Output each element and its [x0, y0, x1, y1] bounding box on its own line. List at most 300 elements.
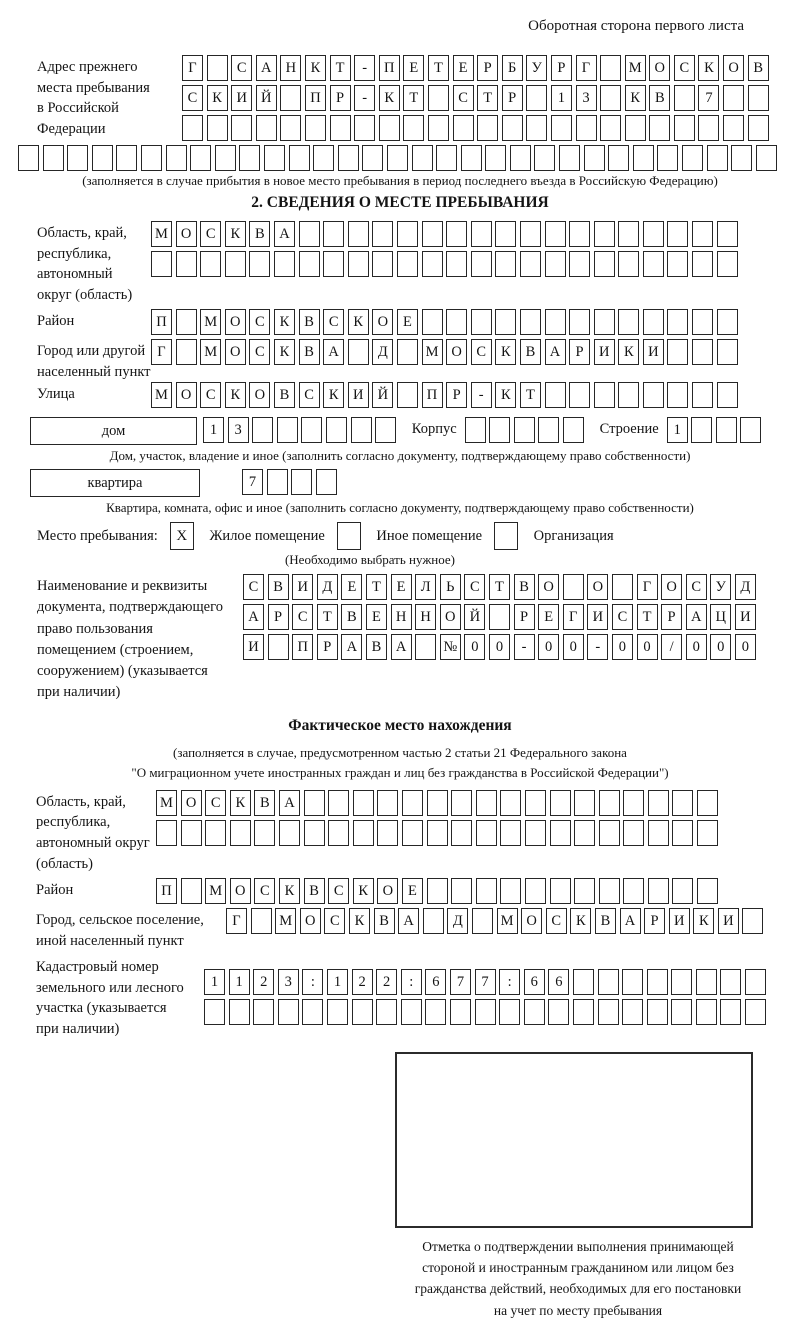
char-box[interactable]: [190, 145, 211, 171]
char-box[interactable]: [574, 820, 595, 846]
char-box[interactable]: В: [374, 908, 395, 934]
char-box[interactable]: [696, 969, 717, 995]
char-box[interactable]: [446, 221, 467, 247]
char-box[interactable]: А: [243, 604, 264, 630]
char-box[interactable]: [348, 251, 369, 277]
char-box[interactable]: И: [669, 908, 690, 934]
char-box[interactable]: М: [422, 339, 443, 365]
char-box[interactable]: Т: [317, 604, 338, 630]
char-box[interactable]: [698, 115, 719, 141]
char-box[interactable]: -: [471, 382, 492, 408]
char-box[interactable]: О: [372, 309, 393, 335]
char-box[interactable]: [671, 999, 692, 1025]
char-box[interactable]: 0: [735, 634, 756, 660]
char-box[interactable]: Т: [403, 85, 424, 111]
char-box[interactable]: /: [661, 634, 682, 660]
char-box[interactable]: С: [299, 382, 320, 408]
char-box[interactable]: [427, 878, 448, 904]
char-box[interactable]: [451, 820, 472, 846]
char-box[interactable]: [305, 115, 326, 141]
char-box[interactable]: [268, 634, 289, 660]
char-box[interactable]: С: [453, 85, 474, 111]
char-box[interactable]: [489, 417, 510, 443]
char-box[interactable]: [745, 999, 766, 1025]
char-box[interactable]: 0: [464, 634, 485, 660]
char-box[interactable]: [599, 878, 620, 904]
char-box[interactable]: [323, 221, 344, 247]
char-box[interactable]: [397, 251, 418, 277]
char-box[interactable]: Й: [256, 85, 277, 111]
char-box[interactable]: [550, 790, 571, 816]
char-box[interactable]: [569, 251, 590, 277]
char-box[interactable]: [569, 309, 590, 335]
char-box[interactable]: М: [625, 55, 646, 81]
char-box[interactable]: [403, 115, 424, 141]
organizatsiya-checkbox[interactable]: [494, 522, 522, 550]
char-box[interactable]: [181, 878, 202, 904]
char-box[interactable]: [520, 309, 541, 335]
char-box[interactable]: [313, 145, 334, 171]
char-box[interactable]: [256, 115, 277, 141]
char-box[interactable]: О: [300, 908, 321, 934]
char-box[interactable]: М: [200, 309, 221, 335]
char-box[interactable]: [545, 221, 566, 247]
char-box[interactable]: С: [231, 55, 252, 81]
char-box[interactable]: П: [305, 85, 326, 111]
char-box[interactable]: 1: [203, 417, 224, 443]
char-box[interactable]: 6: [524, 969, 545, 995]
char-box[interactable]: [692, 251, 713, 277]
char-box[interactable]: [563, 574, 584, 600]
char-box[interactable]: [348, 221, 369, 247]
char-box[interactable]: Н: [280, 55, 301, 81]
char-box[interactable]: [682, 145, 703, 171]
char-box[interactable]: [151, 251, 172, 277]
char-box[interactable]: Р: [661, 604, 682, 630]
char-box[interactable]: [550, 820, 571, 846]
char-box[interactable]: [633, 145, 654, 171]
char-box[interactable]: 7: [242, 469, 263, 495]
char-box[interactable]: [598, 969, 619, 995]
char-box[interactable]: [239, 145, 260, 171]
char-box[interactable]: 3: [576, 85, 597, 111]
char-box[interactable]: [598, 999, 619, 1025]
inoe-checkbox[interactable]: [337, 522, 365, 550]
char-box[interactable]: К: [348, 309, 369, 335]
char-box[interactable]: [267, 469, 288, 495]
char-box[interactable]: [323, 251, 344, 277]
char-box[interactable]: С: [612, 604, 633, 630]
char-box[interactable]: [514, 417, 535, 443]
char-box[interactable]: [436, 145, 457, 171]
char-box[interactable]: К: [349, 908, 370, 934]
char-box[interactable]: Г: [182, 55, 203, 81]
char-box[interactable]: С: [686, 574, 707, 600]
char-box[interactable]: [67, 145, 88, 171]
char-box[interactable]: [471, 251, 492, 277]
char-box[interactable]: А: [686, 604, 707, 630]
char-box[interactable]: [253, 999, 274, 1025]
char-box[interactable]: [476, 790, 497, 816]
char-box[interactable]: [717, 309, 738, 335]
char-box[interactable]: А: [341, 634, 362, 660]
char-box[interactable]: [422, 221, 443, 247]
char-box[interactable]: [618, 221, 639, 247]
char-box[interactable]: [301, 417, 322, 443]
char-box[interactable]: [576, 115, 597, 141]
char-box[interactable]: [717, 221, 738, 247]
char-box[interactable]: У: [526, 55, 547, 81]
char-box[interactable]: [427, 820, 448, 846]
char-box[interactable]: К: [230, 790, 251, 816]
char-box[interactable]: Д: [735, 574, 756, 600]
char-box[interactable]: И: [231, 85, 252, 111]
char-box[interactable]: [697, 790, 718, 816]
char-box[interactable]: [600, 115, 621, 141]
char-box[interactable]: [672, 820, 693, 846]
char-box[interactable]: В: [649, 85, 670, 111]
char-box[interactable]: И: [587, 604, 608, 630]
char-box[interactable]: [375, 417, 396, 443]
char-box[interactable]: [254, 820, 275, 846]
char-box[interactable]: [397, 221, 418, 247]
char-box[interactable]: В: [514, 574, 535, 600]
char-box[interactable]: [525, 790, 546, 816]
char-box[interactable]: Т: [489, 574, 510, 600]
char-box[interactable]: [618, 382, 639, 408]
char-box[interactable]: :: [401, 969, 422, 995]
char-box[interactable]: [574, 790, 595, 816]
char-box[interactable]: [181, 820, 202, 846]
char-box[interactable]: С: [243, 574, 264, 600]
char-box[interactable]: В: [595, 908, 616, 934]
char-box[interactable]: 2: [376, 969, 397, 995]
char-box[interactable]: Р: [317, 634, 338, 660]
char-box[interactable]: С: [182, 85, 203, 111]
char-box[interactable]: [387, 145, 408, 171]
char-box[interactable]: О: [181, 790, 202, 816]
char-box[interactable]: [545, 251, 566, 277]
char-box[interactable]: [472, 908, 493, 934]
char-box[interactable]: С: [249, 339, 270, 365]
char-box[interactable]: Р: [446, 382, 467, 408]
char-box[interactable]: К: [274, 309, 295, 335]
char-box[interactable]: О: [538, 574, 559, 600]
char-box[interactable]: С: [674, 55, 695, 81]
char-box[interactable]: Н: [391, 604, 412, 630]
char-box[interactable]: О: [230, 878, 251, 904]
char-box[interactable]: Р: [502, 85, 523, 111]
char-box[interactable]: 0: [612, 634, 633, 660]
char-box[interactable]: [716, 417, 737, 443]
char-box[interactable]: [425, 999, 446, 1025]
char-box[interactable]: [362, 145, 383, 171]
char-box[interactable]: [623, 820, 644, 846]
char-box[interactable]: [720, 999, 741, 1025]
char-box[interactable]: [526, 115, 547, 141]
char-box[interactable]: [648, 820, 669, 846]
char-box[interactable]: К: [693, 908, 714, 934]
char-box[interactable]: [500, 878, 521, 904]
char-box[interactable]: С: [200, 382, 221, 408]
char-box[interactable]: И: [292, 574, 313, 600]
char-box[interactable]: [599, 790, 620, 816]
char-box[interactable]: С: [546, 908, 567, 934]
char-box[interactable]: [207, 115, 228, 141]
char-box[interactable]: С: [323, 309, 344, 335]
char-box[interactable]: [500, 790, 521, 816]
char-box[interactable]: [453, 115, 474, 141]
char-box[interactable]: К: [225, 382, 246, 408]
char-box[interactable]: 1: [204, 969, 225, 995]
char-box[interactable]: [648, 878, 669, 904]
char-box[interactable]: [696, 999, 717, 1025]
char-box[interactable]: [422, 309, 443, 335]
char-box[interactable]: Р: [268, 604, 289, 630]
char-box[interactable]: 0: [710, 634, 731, 660]
char-box[interactable]: [43, 145, 64, 171]
char-box[interactable]: [494, 522, 518, 550]
char-box[interactable]: [648, 790, 669, 816]
char-box[interactable]: Т: [520, 382, 541, 408]
char-box[interactable]: Д: [317, 574, 338, 600]
char-box[interactable]: [618, 251, 639, 277]
char-box[interactable]: В: [304, 878, 325, 904]
char-box[interactable]: [427, 790, 448, 816]
char-box[interactable]: [402, 820, 423, 846]
char-box[interactable]: [672, 790, 693, 816]
char-box[interactable]: [563, 417, 584, 443]
char-box[interactable]: [252, 417, 273, 443]
char-box[interactable]: Е: [538, 604, 559, 630]
char-box[interactable]: [495, 251, 516, 277]
char-box[interactable]: [446, 251, 467, 277]
char-box[interactable]: М: [205, 878, 226, 904]
char-box[interactable]: [376, 999, 397, 1025]
char-box[interactable]: А: [323, 339, 344, 365]
char-box[interactable]: П: [422, 382, 443, 408]
char-box[interactable]: [446, 309, 467, 335]
char-box[interactable]: [230, 820, 251, 846]
char-box[interactable]: К: [353, 878, 374, 904]
char-box[interactable]: 7: [698, 85, 719, 111]
char-box[interactable]: [471, 309, 492, 335]
char-box[interactable]: Ь: [440, 574, 461, 600]
char-box[interactable]: О: [440, 604, 461, 630]
char-box[interactable]: [745, 969, 766, 995]
char-box[interactable]: [742, 908, 763, 934]
char-box[interactable]: -: [354, 55, 375, 81]
char-box[interactable]: [353, 790, 374, 816]
char-box[interactable]: О: [649, 55, 670, 81]
char-box[interactable]: В: [366, 634, 387, 660]
char-box[interactable]: В: [299, 339, 320, 365]
char-box[interactable]: Е: [391, 574, 412, 600]
char-box[interactable]: Д: [372, 339, 393, 365]
char-box[interactable]: [612, 574, 633, 600]
char-box[interactable]: [166, 145, 187, 171]
char-box[interactable]: Е: [366, 604, 387, 630]
char-box[interactable]: Г: [576, 55, 597, 81]
char-box[interactable]: Р: [477, 55, 498, 81]
char-box[interactable]: И: [643, 339, 664, 365]
char-box[interactable]: [723, 115, 744, 141]
char-box[interactable]: Е: [397, 309, 418, 335]
char-box[interactable]: [156, 820, 177, 846]
char-box[interactable]: И: [348, 382, 369, 408]
char-box[interactable]: [594, 251, 615, 277]
char-box[interactable]: О: [176, 382, 197, 408]
char-box[interactable]: В: [249, 221, 270, 247]
char-box[interactable]: И: [243, 634, 264, 660]
char-box[interactable]: Й: [372, 382, 393, 408]
char-box[interactable]: [559, 145, 580, 171]
char-box[interactable]: В: [299, 309, 320, 335]
char-box[interactable]: [573, 969, 594, 995]
char-box[interactable]: [278, 999, 299, 1025]
char-box[interactable]: О: [587, 574, 608, 600]
char-box[interactable]: [450, 999, 471, 1025]
char-box[interactable]: [279, 820, 300, 846]
char-box[interactable]: 2: [253, 969, 274, 995]
char-box[interactable]: [176, 251, 197, 277]
char-box[interactable]: 1: [327, 969, 348, 995]
char-box[interactable]: [397, 382, 418, 408]
char-box[interactable]: [525, 820, 546, 846]
char-box[interactable]: Г: [226, 908, 247, 934]
char-box[interactable]: [756, 145, 777, 171]
char-box[interactable]: 1: [667, 417, 688, 443]
char-box[interactable]: [92, 145, 113, 171]
char-box[interactable]: [671, 969, 692, 995]
char-box[interactable]: [623, 790, 644, 816]
char-box[interactable]: [176, 309, 197, 335]
char-box[interactable]: [623, 878, 644, 904]
char-box[interactable]: А: [398, 908, 419, 934]
char-box[interactable]: [327, 999, 348, 1025]
char-box[interactable]: [550, 878, 571, 904]
char-box[interactable]: [477, 115, 498, 141]
char-box[interactable]: [697, 820, 718, 846]
char-box[interactable]: [141, 145, 162, 171]
char-box[interactable]: Т: [477, 85, 498, 111]
char-box[interactable]: [302, 999, 323, 1025]
char-box[interactable]: [657, 145, 678, 171]
char-box[interactable]: В: [274, 382, 295, 408]
char-box[interactable]: [667, 309, 688, 335]
char-box[interactable]: [625, 115, 646, 141]
char-box[interactable]: М: [151, 382, 172, 408]
char-box[interactable]: [499, 999, 520, 1025]
char-box[interactable]: А: [256, 55, 277, 81]
char-box[interactable]: О: [225, 339, 246, 365]
char-box[interactable]: [667, 382, 688, 408]
char-box[interactable]: -: [354, 85, 375, 111]
char-box[interactable]: [415, 634, 436, 660]
char-box[interactable]: И: [718, 908, 739, 934]
char-box[interactable]: [291, 469, 312, 495]
char-box[interactable]: [545, 382, 566, 408]
char-box[interactable]: 0: [538, 634, 559, 660]
char-box[interactable]: [338, 145, 359, 171]
char-box[interactable]: [304, 790, 325, 816]
char-box[interactable]: [299, 221, 320, 247]
char-box[interactable]: С: [292, 604, 313, 630]
char-box[interactable]: [731, 145, 752, 171]
char-box[interactable]: [176, 339, 197, 365]
char-box[interactable]: Р: [330, 85, 351, 111]
char-box[interactable]: [231, 115, 252, 141]
char-box[interactable]: :: [302, 969, 323, 995]
char-box[interactable]: [116, 145, 137, 171]
char-box[interactable]: [337, 522, 361, 550]
char-box[interactable]: [538, 417, 559, 443]
char-box[interactable]: [377, 790, 398, 816]
char-box[interactable]: 0: [563, 634, 584, 660]
char-box[interactable]: [461, 145, 482, 171]
char-box[interactable]: В: [341, 604, 362, 630]
char-box[interactable]: -: [587, 634, 608, 660]
char-box[interactable]: К: [279, 878, 300, 904]
char-box[interactable]: Р: [644, 908, 665, 934]
char-box[interactable]: X: [170, 522, 194, 550]
char-box[interactable]: [608, 145, 629, 171]
char-box[interactable]: [594, 221, 615, 247]
char-box[interactable]: [274, 251, 295, 277]
char-box[interactable]: М: [497, 908, 518, 934]
char-box[interactable]: [692, 339, 713, 365]
char-box[interactable]: [200, 251, 221, 277]
char-box[interactable]: 3: [228, 417, 249, 443]
char-box[interactable]: [574, 878, 595, 904]
char-box[interactable]: [412, 145, 433, 171]
char-box[interactable]: С: [200, 221, 221, 247]
char-box[interactable]: В: [520, 339, 541, 365]
char-box[interactable]: [672, 878, 693, 904]
char-box[interactable]: [674, 115, 695, 141]
char-box[interactable]: [551, 115, 572, 141]
char-box[interactable]: 7: [475, 969, 496, 995]
char-box[interactable]: [326, 417, 347, 443]
char-box[interactable]: [667, 251, 688, 277]
char-box[interactable]: Т: [366, 574, 387, 600]
char-box[interactable]: И: [735, 604, 756, 630]
char-box[interactable]: О: [249, 382, 270, 408]
char-box[interactable]: [215, 145, 236, 171]
char-box[interactable]: [692, 309, 713, 335]
char-box[interactable]: К: [274, 339, 295, 365]
char-box[interactable]: [251, 908, 272, 934]
char-box[interactable]: Т: [330, 55, 351, 81]
char-box[interactable]: [622, 999, 643, 1025]
char-box[interactable]: [495, 309, 516, 335]
char-box[interactable]: О: [661, 574, 682, 600]
char-box[interactable]: М: [151, 221, 172, 247]
char-box[interactable]: [225, 251, 246, 277]
char-box[interactable]: О: [176, 221, 197, 247]
char-box[interactable]: [548, 999, 569, 1025]
char-box[interactable]: А: [620, 908, 641, 934]
char-box[interactable]: [520, 221, 541, 247]
char-box[interactable]: [330, 115, 351, 141]
char-box[interactable]: [569, 221, 590, 247]
char-box[interactable]: [717, 339, 738, 365]
char-box[interactable]: [451, 878, 472, 904]
char-box[interactable]: [717, 251, 738, 277]
char-box[interactable]: К: [323, 382, 344, 408]
char-box[interactable]: [316, 469, 337, 495]
char-box[interactable]: 7: [450, 969, 471, 995]
